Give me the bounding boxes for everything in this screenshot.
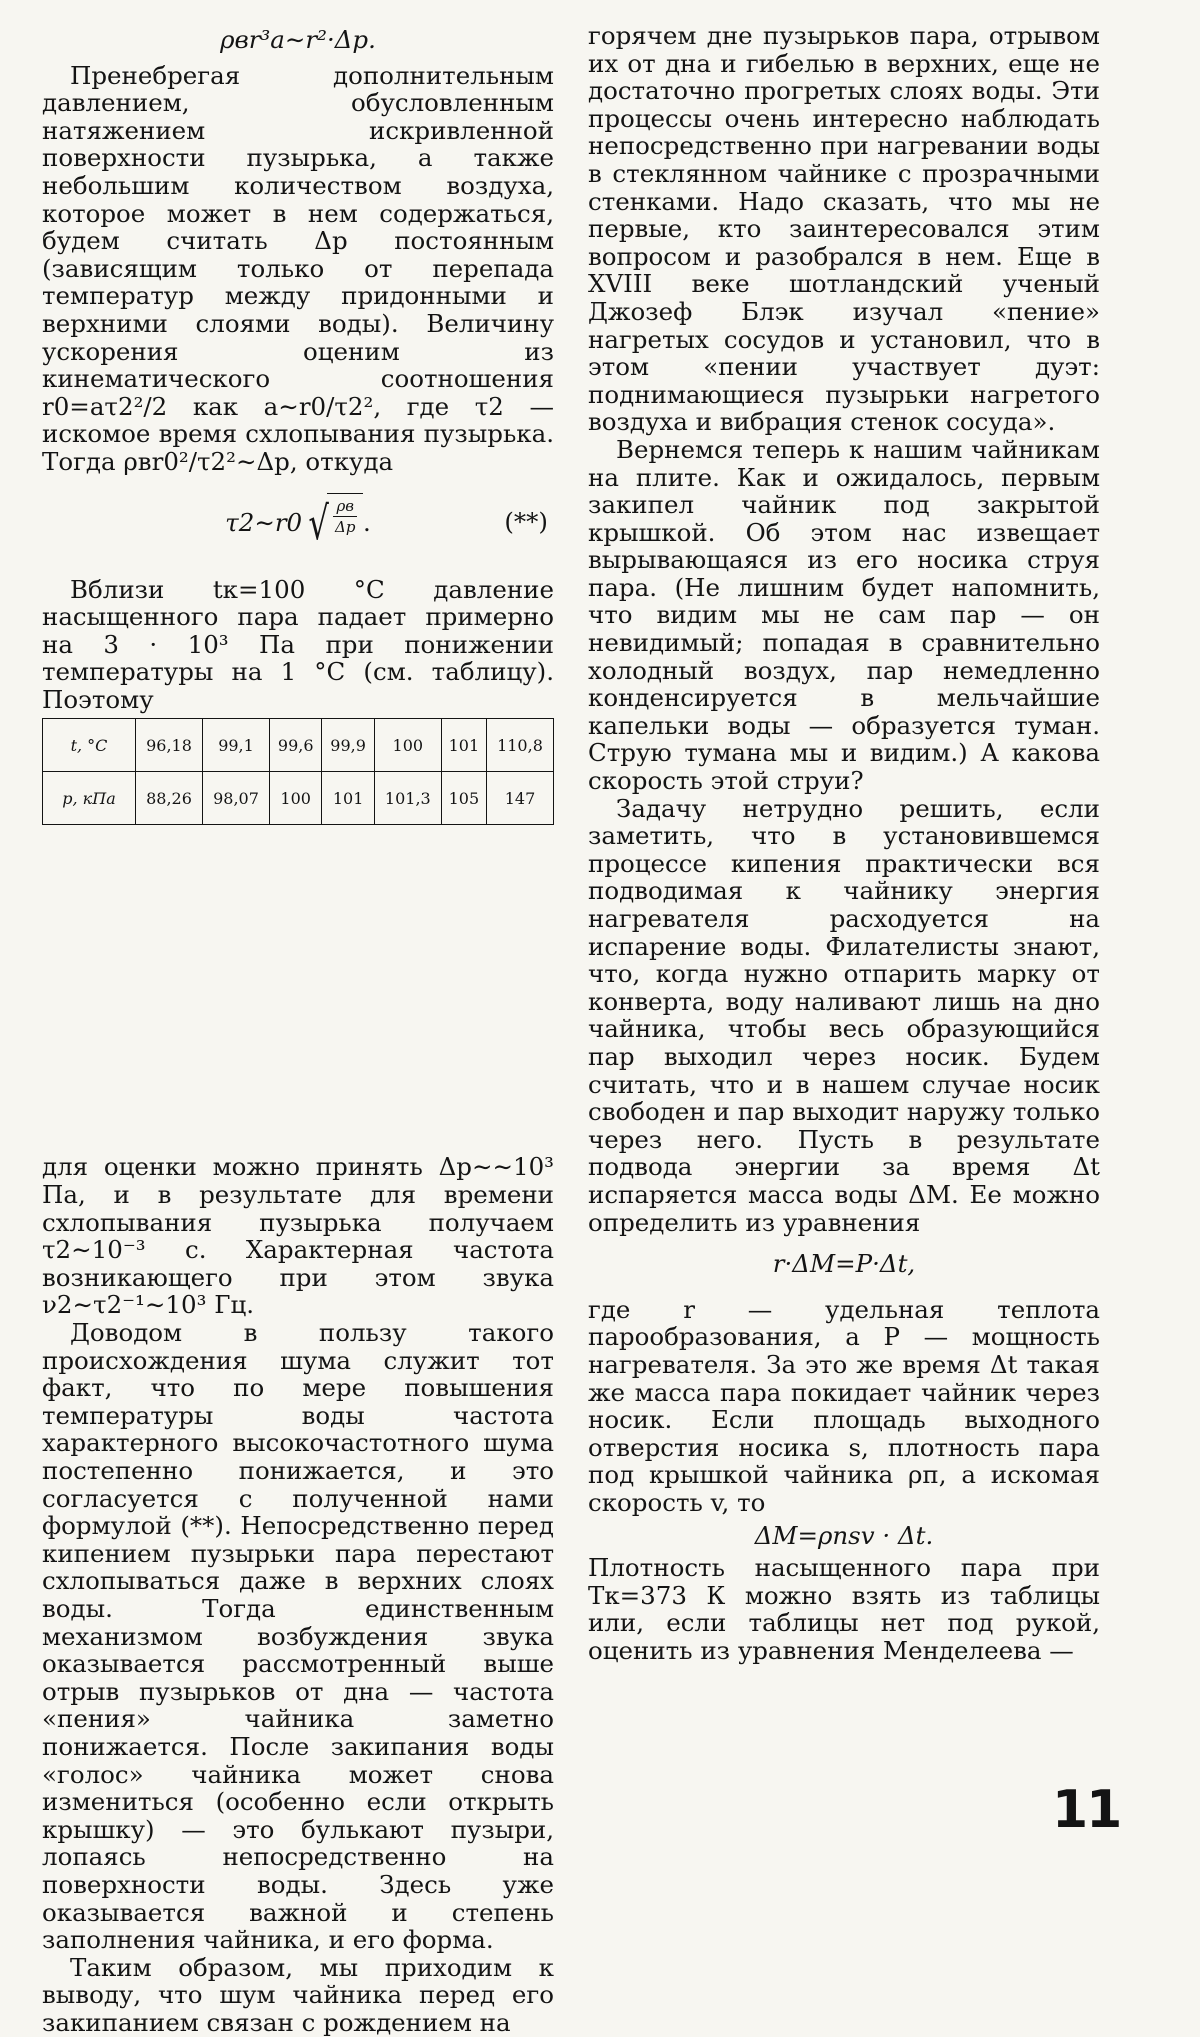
table-cell: 88,26 <box>136 772 203 825</box>
table-cell: 98,07 <box>203 772 270 825</box>
table-cell: p, кПа <box>43 772 136 825</box>
table-cell: 99,9 <box>322 719 374 772</box>
vapor-pressure-table <box>42 718 554 825</box>
table-cell: 100 <box>374 719 441 772</box>
table-cell: 100 <box>270 772 322 825</box>
table-row <box>43 772 554 825</box>
paragraph-right-2: Вернемся теперь к нашим чайникам на плите. Как и ожидалось, первым закипел чайник под закрытой крышкой. Об этом нас извещает вырывающаяся из его носика струя пара. (Не лишним будет напомнить, что видим мы не сам пар — он невидимый; попадая в сравнительно холодный воздух, пар немедленно конденсируется в мельчайшие капельки воды — образуется туман. Струю тумана мы и видим.) А какова скорость этой струи? <box>588 434 1100 796</box>
table-cell: t, °C <box>43 719 136 772</box>
page-number: 11 <box>1052 1780 1121 1840</box>
table-cell: 101 <box>441 719 486 772</box>
table-cell: 101,3 <box>374 772 441 825</box>
paragraph-left-3: для оценки можно принять Δp∼∼10³ Па, и в результате для времени схлопывания пузырька получаем τ2∼10⁻³ с. Характерная частота возникающего при этом звука ν2∼τ2⁻¹∼10³ Гц. <box>42 1152 554 1320</box>
left-column <box>42 22 554 2036</box>
paragraph-left-4: Доводом в пользу такого происхождения шума служит тот факт, что по мере повышения температуры воды частота характерного высокочастотного шума постепенно понижается, и это согласуется с полученной нами формулой (**). Непосредственно перед кипением пузырьки пара перестают схлопываться даже в верхних слоях воды. Тогда единственным механизмом возбуждения звука оказывается рассмотренный выше отрыв пузырьков от дна — частота «пения» чайника заметно понижается. После закипания воды «голос» чайника может снова измениться (особенно если открыть крышку) — это булькают пузыри, лопаясь непосредственно на поверхности воды. Здесь уже оказывается важной и степень заполнения чайника, и его форма. <box>42 1318 554 1955</box>
paragraph-right-4: где r — удельная теплота парообразования, а P — мощность нагревателя. За это же время Δt такая же масса пара покидает чайник через носик. Если площадь выходного отверстия носика s, плотность пара под крышкой чайника ρп, а искомая скорость v, то <box>588 1294 1100 1517</box>
equation-label: (**) <box>504 506 548 536</box>
paragraph-right-5: Плотность насыщенного пара при Tк=373 К можно взять из таблицы или, если таблицы нет под рукой, оценить из уравнения Менделеева — <box>588 1553 1100 1665</box>
formula-pressure-acceleration: ρвr³a∼r²·Δp. <box>220 25 376 54</box>
square-root <box>304 493 363 553</box>
fraction-denominator: Δp <box>335 517 356 536</box>
table-cell: 96,18 <box>136 719 203 772</box>
table-row <box>43 719 554 772</box>
table-cell: 99,6 <box>270 719 322 772</box>
formula-mass-flow: ΔM=ρпsv · Δt. <box>754 1521 934 1551</box>
formula-collapse-time-lhs: τ2∼r0 <box>225 507 303 537</box>
paragraph-left-1: Пренебрегая дополнительным давлением, обусловленным натяжением искривленной поверхности пузырька, а также небольшим количеством воздуха, которое может в нем содержаться, будем считать Δp постоянным (зависящим только от перепада температур между придонными и верхними слоями воды). Величину ускорения оценим из кинематического соотношения r0=aτ2²/2 как a∼r0/τ2², где τ2 — искомое время схлопывания пузырька. Тогда ρвr0²/τ2²∼Δp, откуда <box>42 60 554 476</box>
table-cell: 110,8 <box>486 719 553 772</box>
fraction-numerator: ρв <box>333 496 357 517</box>
paragraph-right-3: Задачу нетрудно решить, если заметить, что в установившемся процессе кипения практически вся подводимая к чайнику энергия нагревателя расходуется на испарение воды. Филателисты знают, что, когда нужно отпарить марку от конверта, воду наливают лишь на дно чайника, чтобы весь образующийся пар выходил через носик. Будем считать, что и в нашем случае носик свободен и пар выходит наружу только через него. Пусть в результате подвода энергии за время Δt испаряется масса воды ΔM. Ее можно определить из уравнения <box>588 793 1100 1237</box>
paragraph-left-5: Таким образом, мы приходим к выводу, что шум чайника перед его закипанием связан с рождением на <box>42 1952 554 2037</box>
table-cell: 147 <box>486 772 553 825</box>
table-cell: 99,1 <box>203 719 270 772</box>
paragraph-right-1: горячем дне пузырьков пара, отрывом их от дна и гибелью в верхних, еще не достаточно прогретых слоях воды. Эти процессы очень интересно наблюдать непосредственно при нагревании воды в стеклянном чайнике с прозрачными стенками. Надо сказать, что мы не первые, кто заинтересовался этим вопросом и разобрался в нем. Еще в XVIII веке шотландский ученый Джозеф Блэк изучал «пение» нагретых сосудов и установил, что в этом «пении участвует дуэт: поднимающиеся пузырьки нагретого воздуха и вибрация стенок сосуда». <box>588 21 1100 437</box>
right-column <box>588 22 1100 1664</box>
table-cell: 101 <box>322 772 374 825</box>
formula-energy-balance: r·ΔM=P·Δt, <box>772 1249 916 1279</box>
table-cell: 105 <box>441 772 486 825</box>
formula-period: . <box>363 507 371 537</box>
radical-sign-icon: √ <box>308 495 330 550</box>
paragraph-left-2: Вблизи tк=100 °C давление насыщенного пара падает примерно на 3 · 10³ Па при понижении температуры на 1 °C (см. таблицу). Поэтому <box>42 574 554 714</box>
formula-collapse-time <box>42 490 554 556</box>
